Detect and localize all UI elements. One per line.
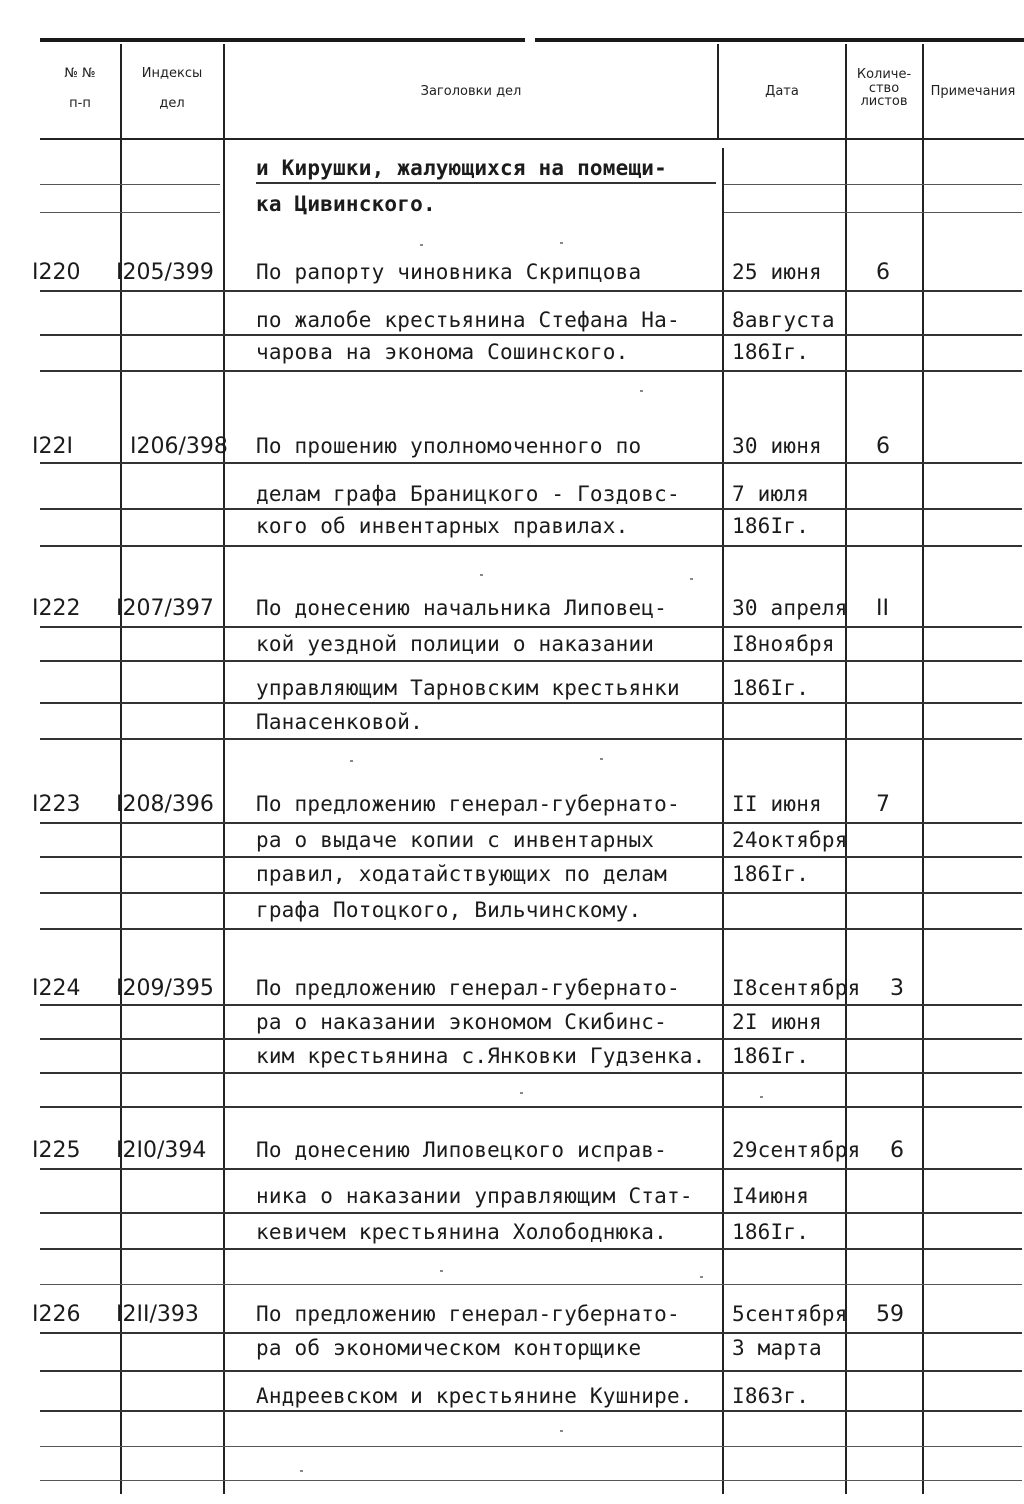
scan-speck: [350, 760, 353, 762]
title-line: По донесению начальника Липовец-: [256, 596, 667, 620]
title-line: правил, ходатайствующих по делам: [256, 862, 667, 886]
column-divider: [223, 44, 225, 1494]
header-bottom-rule: [40, 138, 1024, 140]
title-line: Панасенковой.: [256, 710, 423, 734]
entry-date: 186Iг.: [732, 862, 810, 886]
header-date: Дата: [765, 84, 799, 99]
title-line: кой уездной полиции о наказании: [256, 632, 655, 656]
entry-date: 7 июля: [732, 482, 810, 506]
entry-date: I863г.: [732, 1384, 810, 1408]
entry-index: I207/397: [116, 596, 214, 621]
scan-speck: [690, 578, 693, 580]
entry-date: 186Iг.: [732, 340, 810, 364]
entry-sheets: 6: [890, 1138, 904, 1163]
column-divider: [722, 148, 724, 1494]
entry-index: I209/395: [116, 976, 214, 1001]
entry-date: II июня: [732, 792, 822, 816]
entry-date: 8августа: [732, 308, 835, 332]
title-line: чарова на эконома Сошинского.: [256, 340, 629, 364]
entry-date: 25 июня: [732, 260, 822, 284]
title-line: ким крестьянина с.Янковки Гудзенка.: [256, 1044, 706, 1068]
entry-date: 3 марта: [732, 1336, 822, 1360]
header-notes: Примечания: [930, 84, 1016, 99]
title-line: ра о наказании экономом Скибинс-: [256, 1010, 667, 1034]
title-line: ка Цивинского.: [256, 192, 436, 216]
header-index: Индексы дел: [141, 66, 203, 111]
title-line: По предложению генерал-губернато-: [256, 1302, 680, 1326]
entry-index: I2I0/394: [116, 1138, 207, 1163]
entry-sheets: 59: [876, 1302, 904, 1327]
column-divider: [922, 44, 924, 1494]
entry-date: I8ноября: [732, 632, 835, 656]
title-line: ника о наказании управляющим Стат-: [256, 1184, 693, 1208]
column-divider: [845, 44, 847, 1494]
title-line: Андреевском и крестьянине Кушнире.: [256, 1384, 693, 1408]
scan-speck: [440, 1270, 443, 1272]
entry-sheets: 7: [876, 792, 890, 817]
entry-date: 5сентября: [732, 1302, 848, 1326]
entry-date: 186Iг.: [732, 1044, 810, 1068]
entry-sheets: 3: [890, 976, 904, 1001]
entry-number: I226: [32, 1302, 81, 1327]
entry-date: 30 июня: [732, 434, 822, 458]
entry-sheets: 6: [876, 434, 890, 459]
entry-date: I8сентября: [732, 976, 861, 1000]
entry-date: 24октября: [732, 828, 848, 852]
entry-number: I224: [32, 976, 81, 1001]
title-line: По рапорту чиновника Скрипцова: [256, 260, 642, 284]
title-line: по жалобе крестьянина Стефана На-: [256, 308, 680, 332]
title-line: делам графа Браницкого - Гоздовс-: [256, 482, 680, 506]
title-line: По предложению генерал-губернато-: [256, 792, 680, 816]
title-line: ра о выдаче копии с инвентарных: [256, 828, 655, 852]
scan-speck: [520, 1092, 523, 1094]
entry-date: I4июня: [732, 1184, 810, 1208]
entry-index: I2II/393: [116, 1302, 199, 1327]
title-line: и Кирушки, жалующихся на помещи-: [256, 156, 667, 180]
scan-speck: [600, 758, 603, 760]
title-line: управляющим Тарновским крестьянки: [256, 676, 680, 700]
entry-date: 186Iг.: [732, 1220, 810, 1244]
title-line: кевичем крестьянина Холободнюка.: [256, 1220, 667, 1244]
entry-index: I208/396: [116, 792, 214, 817]
entry-number: I225: [32, 1138, 81, 1163]
entry-date: 2I июня: [732, 1010, 822, 1034]
entry-date: 29сентября: [732, 1138, 861, 1162]
entry-index: I206/398: [130, 434, 228, 459]
header-number: № № п-п: [64, 66, 96, 111]
scan-speck: [640, 390, 643, 392]
entry-number: I222: [32, 596, 81, 621]
entry-number: I22I: [32, 434, 73, 459]
title-line: По донесению Липовецкого исправ-: [256, 1138, 667, 1162]
entry-sheets: II: [876, 596, 889, 621]
title-line: По прошению уполномоченного по: [256, 434, 642, 458]
scan-speck: [300, 1470, 303, 1472]
title-line: ра об экономическом конторщике: [256, 1336, 642, 1360]
title-line: кого об инвентарных правилах.: [256, 514, 629, 538]
entry-date: 30 апреля: [732, 596, 848, 620]
entry-sheets: 6: [876, 260, 890, 285]
scan-speck: [560, 242, 563, 244]
header-sheets: Количе- ство листов: [856, 67, 912, 110]
entry-date: 186Iг.: [732, 676, 810, 700]
entry-index: I205/399: [116, 260, 214, 285]
scan-speck: [700, 1276, 703, 1278]
title-line: графа Потоцкого, Вильчинскому.: [256, 898, 642, 922]
scan-speck: [560, 1430, 563, 1432]
entry-number: I220: [32, 260, 81, 285]
scan-speck: [760, 1096, 763, 1098]
title-line: По предложению генерал-губернато-: [256, 976, 680, 1000]
entry-date: 186Iг.: [732, 514, 810, 538]
scan-speck: [420, 244, 423, 246]
scan-speck: [480, 574, 483, 576]
entry-number: I223: [32, 792, 81, 817]
header-title: Заголовки дел: [420, 84, 522, 99]
